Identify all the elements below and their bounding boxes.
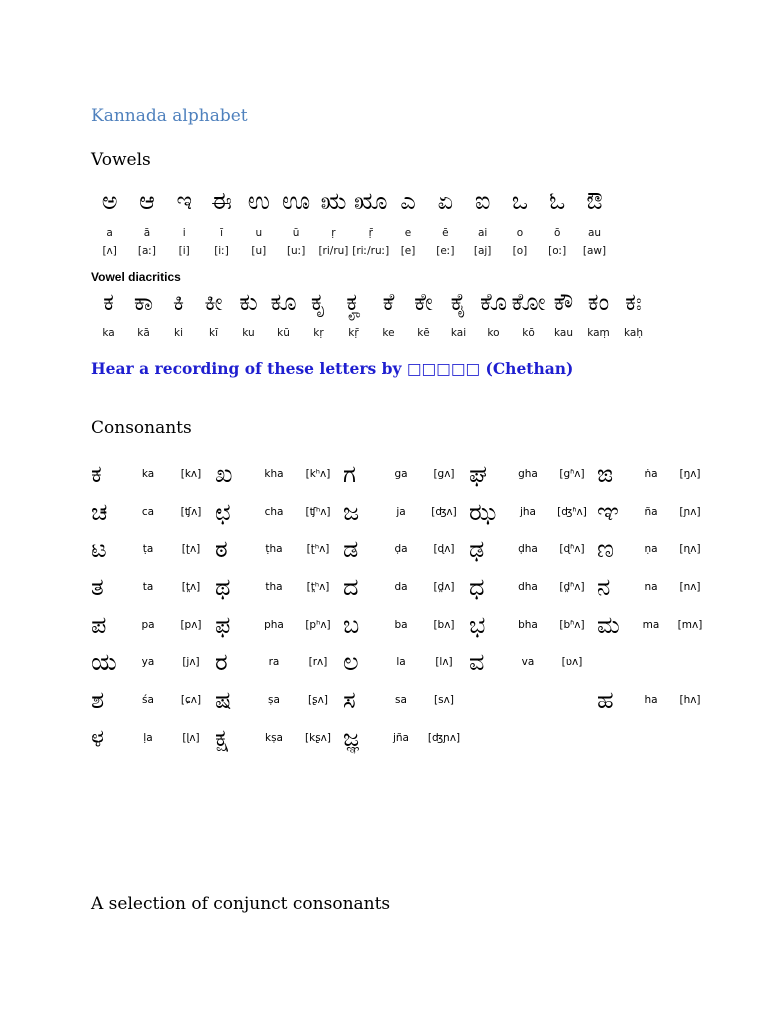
page-title: Kannada alphabet <box>91 106 248 126</box>
consonant-translit: bha <box>518 618 538 631</box>
diacritic-letter: ಕೋ <box>511 288 546 316</box>
consonant-translit: pa <box>141 618 155 631</box>
diacritic-translit: kā <box>137 327 150 339</box>
consonant-ipa: [ɖʌ] <box>433 543 455 556</box>
diacritic-translit: ku <box>242 327 255 339</box>
consonant-letter: ರ <box>215 648 228 677</box>
consonant-row <box>91 568 701 606</box>
diacritic-letter: ಕು <box>239 288 258 316</box>
consonants-heading: Consonants <box>91 418 192 438</box>
consonant-ipa: [jʌ] <box>182 656 200 669</box>
vowel-letter: ಏ <box>437 187 454 215</box>
consonant-translit: na <box>644 580 658 593</box>
diacritic-letter: ಕಾ <box>133 288 154 316</box>
consonant-translit: jña <box>392 731 409 744</box>
consonants-table <box>91 455 703 757</box>
consonant-ipa: [d̪ʌ] <box>433 580 455 593</box>
consonant-letter: ಙ <box>597 459 614 488</box>
consonant-translit: tha <box>265 580 283 593</box>
consonant-ipa: [bʱʌ] <box>559 618 585 631</box>
consonant-letter: ತ <box>91 572 104 601</box>
consonant-translit: ṣa <box>268 693 280 706</box>
consonant-ipa: [nʌ] <box>679 580 701 593</box>
vowel-letter: ಋ <box>320 187 347 215</box>
consonant-letter: ನ <box>597 572 611 601</box>
consonant-ipa: [ɭʌ] <box>182 731 200 744</box>
vowel-ipa: [i] <box>178 245 190 257</box>
consonant-ipa: [t̪ʰʌ] <box>306 580 330 593</box>
vowel-ipa-row <box>91 245 651 257</box>
consonant-letter: ಥ <box>215 572 231 601</box>
diacritic-translit: kai <box>450 327 467 339</box>
consonant-letter: ಠ <box>215 535 228 564</box>
consonant-letter: ಳ <box>91 723 105 752</box>
vowel-letter: ಊ <box>282 187 311 215</box>
vowel-ipa: [iː] <box>214 245 229 257</box>
consonant-translit: kṣa <box>265 731 283 744</box>
vowel-ipa: [aː] <box>137 245 157 257</box>
diacritic-letter: ಕೌ <box>553 288 574 316</box>
consonant-letter: ಕ್ಷ <box>215 723 229 752</box>
consonant-ipa: [ɖʱʌ] <box>559 543 585 556</box>
consonant-translit: ja <box>396 505 406 518</box>
diacritic-letter: ಕೂ <box>270 288 297 316</box>
consonant-translit: ga <box>394 467 408 480</box>
consonant-translit: ba <box>394 618 408 631</box>
consonant-translit: ca <box>141 505 155 518</box>
consonant-letter: ಖ <box>215 459 233 488</box>
diacritic-translit: ki <box>174 327 183 339</box>
consonant-ipa: [hʌ] <box>679 693 701 706</box>
consonant-ipa: [ʧʌ] <box>180 505 202 518</box>
consonant-ipa: [kʂʌ] <box>305 731 331 744</box>
diacritic-translit-row <box>91 327 651 339</box>
diacritic-translit: kṛ <box>313 327 324 339</box>
consonant-ipa: [ŋʌ] <box>679 467 701 480</box>
vowel-ipa: [ri/ru] <box>318 245 349 257</box>
consonant-translit: śa <box>142 693 154 706</box>
diacritic-translit: kū <box>277 327 290 339</box>
vowel-letter: ಈ <box>211 187 232 215</box>
vowel-ipa: [ʌ] <box>102 245 117 257</box>
consonant-letter: ಡ <box>343 535 359 564</box>
consonant-translit: ḍa <box>394 543 408 556</box>
consonant-ipa: [t̪ʌ] <box>181 580 201 593</box>
consonant-letter: ಣ <box>597 535 615 564</box>
consonant-translit: ka <box>141 467 155 480</box>
consonant-ipa: [ʤʌ] <box>431 505 457 518</box>
diacritic-letter: ಕೈ <box>450 288 467 316</box>
diacritic-letter: ಕೄ <box>346 288 361 316</box>
diacritic-translit: ko <box>487 327 500 339</box>
consonant-ipa: [ʈʌ] <box>181 543 201 556</box>
consonant-translit: ṅa <box>644 467 658 480</box>
vowel-letter: ಔ <box>586 187 603 215</box>
vowel-translit: o <box>516 227 524 239</box>
consonant-letter: ಜ <box>343 497 360 526</box>
consonant-translit: va <box>521 656 535 669</box>
consonant-ipa: [gʱʌ] <box>559 467 585 480</box>
consonant-letter: ಟ <box>91 535 107 564</box>
vowel-translit: ṛ <box>331 227 336 239</box>
consonant-letter: ವ <box>469 648 485 677</box>
consonant-ipa: [gʌ] <box>433 467 455 480</box>
vowel-translit: au <box>587 227 602 239</box>
diacritic-translit: kaṃ <box>587 327 610 339</box>
vowel-ipa: [aw] <box>582 245 607 257</box>
diacritic-translit: ka <box>102 327 115 339</box>
consonant-letter: ಯ <box>91 648 117 677</box>
vowel-ipa: [oː] <box>548 245 567 257</box>
consonant-letter: ಝ <box>469 497 497 526</box>
consonant-translit: cha <box>264 505 284 518</box>
consonant-letter: ಘ <box>469 459 488 488</box>
consonant-translit: ma <box>642 618 660 631</box>
diacritics-heading: Vowel diacritics <box>91 270 181 284</box>
consonant-translit: kha <box>264 467 284 480</box>
diacritic-translit: ke <box>382 327 395 339</box>
consonant-ipa: [kʌ] <box>180 467 202 480</box>
consonant-ipa: [d̪ʱʌ] <box>559 580 585 593</box>
consonant-row <box>91 493 701 531</box>
consonant-letter: ಪ <box>91 610 107 639</box>
consonant-ipa: [ʤʱʌ] <box>557 505 587 518</box>
consonant-translit: sa <box>395 693 407 706</box>
vowel-ipa: [aj] <box>473 245 492 257</box>
recording-link[interactable]: Hear a recording of these letters by □□□□□ (Chethan) <box>91 359 574 378</box>
consonant-letter: ಜ್ಞ <box>343 723 359 752</box>
vowel-letters-row <box>91 187 651 215</box>
consonant-translit: ṭha <box>265 543 283 556</box>
consonant-ipa: [pʌ] <box>180 618 202 631</box>
consonant-row <box>91 643 661 681</box>
consonant-letter: ಮ <box>597 610 620 639</box>
vowel-translit: ā <box>143 227 151 239</box>
vowel-translit-row <box>91 227 651 239</box>
consonant-translit: da <box>394 580 408 593</box>
vowel-letter: ಇ <box>176 187 193 215</box>
vowel-ipa: [o] <box>512 245 528 257</box>
vowel-translit: i <box>182 227 186 239</box>
consonant-ipa: [ʧʰʌ] <box>305 505 331 518</box>
vowel-translit: ū <box>292 227 300 239</box>
vowel-letter: ಐ <box>474 187 491 215</box>
conjuncts-heading: A selection of conjunct consonants <box>91 894 391 914</box>
vowel-letter: ಅ <box>101 187 118 215</box>
consonant-translit: ḷa <box>143 731 153 744</box>
vowel-translit: a <box>106 227 113 239</box>
consonant-letter: ಢ <box>469 535 485 564</box>
vowel-letter: ೠ <box>353 187 388 215</box>
consonant-translit: ya <box>141 656 155 669</box>
consonant-translit: ḍha <box>518 543 538 556</box>
consonant-translit: ṭa <box>142 543 154 556</box>
consonant-ipa: [pʰʌ] <box>305 618 331 631</box>
consonant-translit: ta <box>142 580 154 593</box>
vowel-translit: ō <box>553 227 561 239</box>
vowel-ipa: [eː] <box>436 245 455 257</box>
consonant-letter: ಧ <box>469 572 485 601</box>
consonant-letter: ಸ <box>343 685 356 714</box>
consonant-letter: ಬ <box>343 610 360 639</box>
vowel-letter: ಉ <box>247 187 270 215</box>
consonant-row <box>91 606 703 644</box>
consonant-row <box>91 719 661 757</box>
vowel-translit: ī <box>220 227 223 239</box>
diacritic-letter: ಕಿ <box>172 288 185 316</box>
consonant-letter: ದ <box>343 572 359 601</box>
consonant-ipa: [ʤɲʌ] <box>427 731 461 744</box>
consonant-letter: ಞ <box>597 497 619 526</box>
consonant-ipa: [rʌ] <box>308 656 328 669</box>
vowel-ipa: [e] <box>400 245 416 257</box>
consonant-letter: ಗ <box>343 459 356 488</box>
diacritic-translit: kō <box>522 327 535 339</box>
vowel-letter: ಓ <box>549 187 566 215</box>
consonant-ipa: [ʋʌ] <box>561 656 583 669</box>
diacritic-letter: ಕೃ <box>310 288 327 316</box>
consonant-letter: ಚ <box>91 497 108 526</box>
diacritic-translit: kē <box>417 327 430 339</box>
vowel-ipa: [u] <box>251 245 267 257</box>
diacritic-letter: ಕಂ <box>587 288 610 316</box>
vowel-ipa: [uː] <box>286 245 306 257</box>
consonant-ipa: [ʂʌ] <box>308 693 328 706</box>
consonant-ipa: [ʈʰʌ] <box>306 543 330 556</box>
vowel-letter: ಎ <box>400 187 416 215</box>
vowel-translit: ṝ <box>368 227 373 239</box>
consonant-letter: ಫ <box>215 610 231 639</box>
diacritic-letter: ಕ <box>103 288 114 316</box>
consonant-translit: la <box>396 656 406 669</box>
consonant-ipa: [ɳʌ] <box>679 543 701 556</box>
diacritic-letters-row <box>91 288 651 316</box>
consonant-ipa: [ɕʌ] <box>180 693 202 706</box>
consonant-translit: gha <box>518 467 538 480</box>
consonant-translit: jha <box>519 505 536 518</box>
diacritic-letter: ಕೀ <box>204 288 223 316</box>
consonant-row <box>91 530 701 568</box>
consonant-ipa: [ɲʌ] <box>679 505 701 518</box>
consonant-ipa: [mʌ] <box>677 618 703 631</box>
consonant-translit: ha <box>644 693 658 706</box>
consonant-translit: ña <box>644 505 658 518</box>
vowel-translit: ē <box>442 227 449 239</box>
consonant-row <box>91 455 701 493</box>
diacritic-letter: ಕೇ <box>414 288 433 316</box>
diacritic-translit: kī <box>209 327 218 339</box>
diacritic-translit: kau <box>554 327 573 339</box>
consonant-letter: ಕ <box>91 459 102 488</box>
consonant-ipa: [sʌ] <box>434 693 454 706</box>
consonant-translit: ra <box>268 656 280 669</box>
vowel-letter: ಒ <box>511 187 528 215</box>
vowel-translit: u <box>255 227 263 239</box>
consonant-translit: dha <box>518 580 538 593</box>
consonant-letter: ಷ <box>215 685 232 714</box>
consonant-translit: pha <box>264 618 284 631</box>
diacritic-translit: kṝ <box>348 327 359 339</box>
diacritic-translit: kaḥ <box>624 327 643 339</box>
vowels-heading: Vowels <box>91 150 151 170</box>
diacritic-letter: ಕೆ <box>382 288 395 316</box>
diacritic-letter: ಕೊ <box>479 288 508 316</box>
vowel-letter: ಆ <box>139 187 155 215</box>
diacritic-letter: ಕಃ <box>625 288 642 316</box>
consonant-letter: ಭ <box>469 610 486 639</box>
vowel-translit: ai <box>477 227 488 239</box>
consonant-ipa: [lʌ] <box>435 656 453 669</box>
vowel-translit: e <box>404 227 412 239</box>
consonant-letter: ಲ <box>343 648 359 677</box>
consonant-row <box>91 681 701 719</box>
consonant-letter: ಹ <box>597 685 614 714</box>
consonant-translit: ṇa <box>644 543 658 556</box>
consonant-letter: ಛ <box>215 497 231 526</box>
consonant-ipa: [bʌ] <box>433 618 455 631</box>
consonant-letter: ಶ <box>91 685 105 714</box>
vowel-ipa: [riː/ruː] <box>352 245 390 257</box>
consonant-ipa: [kʰʌ] <box>305 467 331 480</box>
